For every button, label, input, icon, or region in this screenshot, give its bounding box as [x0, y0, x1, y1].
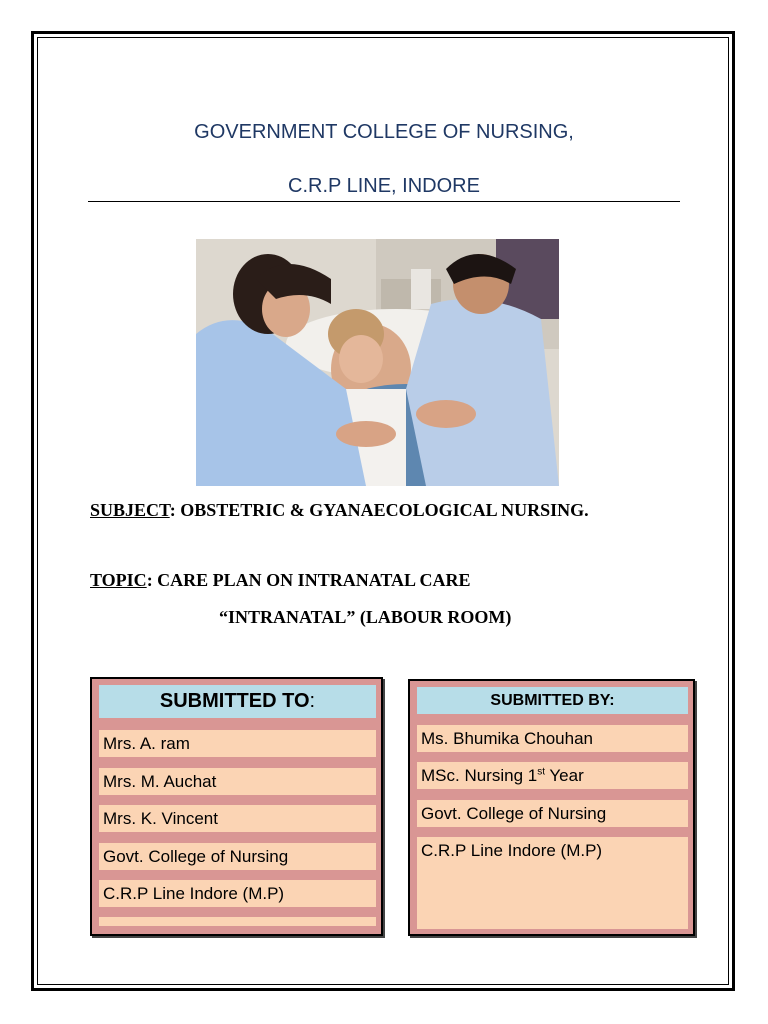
topic-subtitle: “INTRANATAL” (LABOUR ROOM) [219, 607, 512, 627]
submitted-to-empty-row [99, 917, 376, 926]
submitted-to-title: SUBMITTED TO [159, 690, 310, 712]
topic-line [90, 570, 471, 591]
college-name: GOVERNMENT COLLEGE OF NURSING, [194, 121, 574, 143]
topic-label: TOPIC [90, 570, 147, 590]
submitter-place-text: C.R.P Line Indore (M.P) [421, 841, 603, 860]
course-superscript: st [537, 766, 545, 778]
submitted-to-item: Mrs. M. Auchat [99, 768, 376, 795]
submitter-name: Ms. Bhumika Chouhan [417, 725, 688, 752]
submitter-course [417, 762, 688, 789]
labour-room-photo [196, 239, 559, 486]
subject-line [90, 500, 589, 521]
submitted-to-colon: : [309, 690, 316, 712]
submitted-to-header [99, 685, 376, 718]
submitted-to-item: Mrs. K. Vincent [99, 805, 376, 832]
submitted-by-box [408, 679, 695, 936]
subject-label: SUBJECT [90, 500, 170, 520]
subject-value: : OBSTETRIC & GYANAECOLOGICAL NURSING. [169, 500, 589, 520]
submitted-by-header: SUBMITTED BY: [417, 687, 688, 714]
course-suffix: Year [544, 766, 584, 785]
header-divider [88, 201, 680, 202]
submitted-to-item: Mrs. A. ram [99, 730, 376, 757]
submitted-to-item: Govt. College of Nursing [99, 843, 376, 870]
submitted-to-box [90, 677, 383, 936]
submitter-college: Govt. College of Nursing [417, 800, 688, 827]
course-prefix: MSc. Nursing 1 [421, 766, 538, 785]
submitted-to-item: C.R.P Line Indore (M.P) [99, 880, 376, 907]
submitter-place [417, 837, 688, 929]
college-address: C.R.P LINE, INDORE [288, 175, 480, 197]
topic-value: : CARE PLAN ON INTRANATAL CARE [146, 570, 471, 590]
